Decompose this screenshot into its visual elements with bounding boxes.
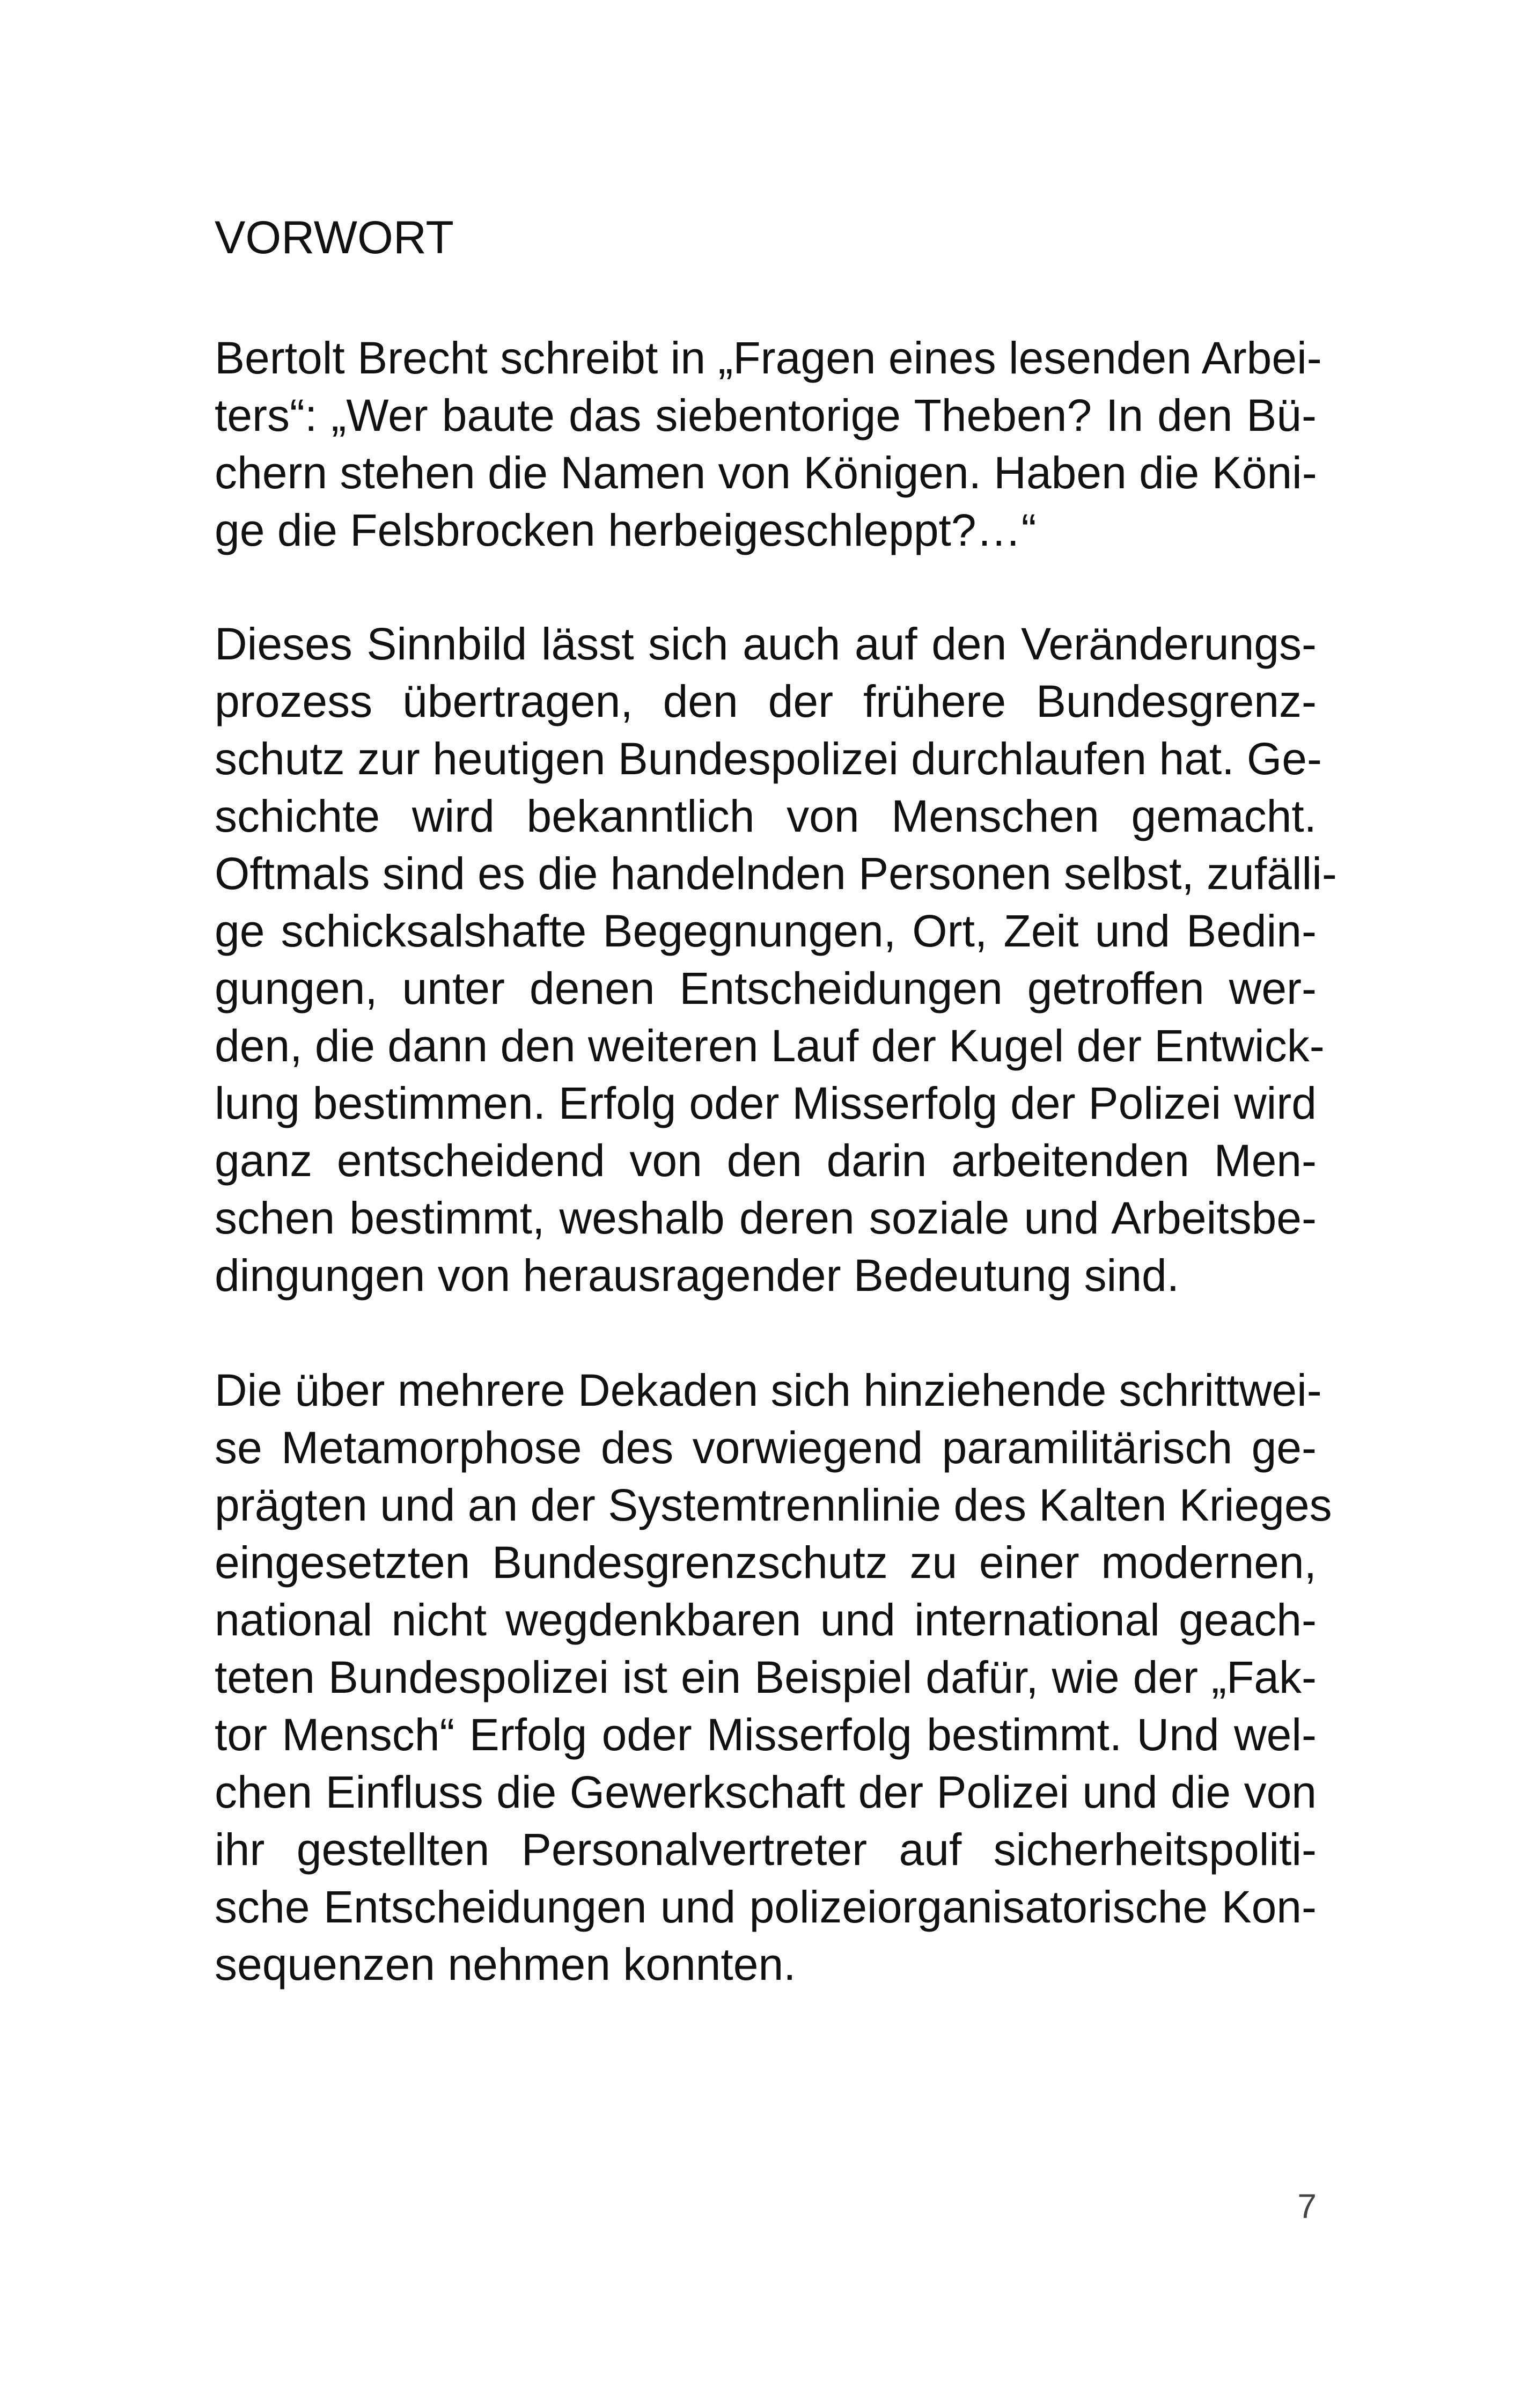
paragraph-line: sche Entscheidungen und polizeiorganisatorische Kon- — [215, 1882, 1317, 1932]
paragraph-line: Dieses Sinnbild lässt sich auch auf den Veränderungs- — [215, 619, 1317, 669]
paragraph-2 — [215, 615, 1337, 1304]
paragraph-line: schutz zur heutigen Bundespolizei durchlaufen hat. Ge- — [215, 733, 1322, 784]
paragraph-line: Bertolt Brecht schreibt in „Fragen eines lesenden Arbei- — [215, 333, 1322, 383]
paragraph-line: eingesetzten Bundesgrenzschutz zu einer modernen, — [215, 1537, 1317, 1588]
paragraph-line: tor Mensch“ Erfolg oder Misserfolg bestimmt. Und wel- — [215, 1709, 1317, 1760]
paragraph-line: den, die dann den weiteren Lauf der Kugel der Entwick- — [215, 1021, 1325, 1071]
paragraph-line: ihr gestellten Personalvertreter auf sicherheitspoliti- — [215, 1824, 1317, 1875]
paragraph-line: national nicht wegdenkbaren und international geach- — [215, 1595, 1317, 1645]
paragraph-line: chern stehen die Namen von Königen. Haben die Köni- — [215, 447, 1317, 498]
paragraph-line: Oftmals sind es die handelnden Personen selbst, zufälli- — [215, 848, 1337, 899]
paragraph-line: prägten und an der Systemtrennlinie des Kalten Krieges — [215, 1480, 1332, 1530]
paragraph-line: se Metamorphose des vorwiegend paramilitärisch ge- — [215, 1422, 1317, 1473]
paragraph-line: sequenzen nehmen konnten. — [215, 1939, 796, 1989]
paragraph-3 — [215, 1362, 1332, 1993]
paragraph-1 — [215, 329, 1322, 559]
paragraph-line: teten Bundespolizei ist ein Beispiel dafür, wie der „Fak- — [215, 1652, 1317, 1702]
paragraph-line: schen bestimmt, weshalb deren soziale und Arbeitsbe- — [215, 1193, 1317, 1243]
paragraph-line: ters“: „Wer baute das siebentorige Theben? In den Bü- — [215, 390, 1317, 441]
paragraph-line: prozess übertragen, den der frühere Bundesgrenz- — [215, 676, 1317, 726]
paragraph-line: ge schicksalshafte Begegnungen, Ort, Zeit und Bedin- — [215, 906, 1317, 956]
paragraph-line: dingungen von herausragender Bedeutung sind. — [215, 1250, 1180, 1301]
chapter-heading: VORWORT — [215, 212, 454, 263]
page-number: 7 — [1297, 2187, 1317, 2226]
paragraph-line: chen Einfluss die Gewerkschaft der Polizei und die von — [215, 1767, 1317, 1817]
paragraph-line: gungen, unter denen Entscheidungen getroffen wer- — [215, 963, 1317, 1014]
paragraph-line: ge die Felsbrocken herbeigeschleppt?…“ — [215, 505, 1037, 555]
paragraph-line: schichte wird bekanntlich von Menschen gemacht. — [215, 791, 1317, 841]
paragraph-line: lung bestimmen. Erfolg oder Misserfolg der Polizei wird — [215, 1078, 1317, 1128]
paragraph-line: ganz entscheidend von den darin arbeitenden Men- — [215, 1135, 1317, 1186]
paragraph-line: Die über mehrere Dekaden sich hinziehende schrittwei- — [215, 1365, 1322, 1415]
